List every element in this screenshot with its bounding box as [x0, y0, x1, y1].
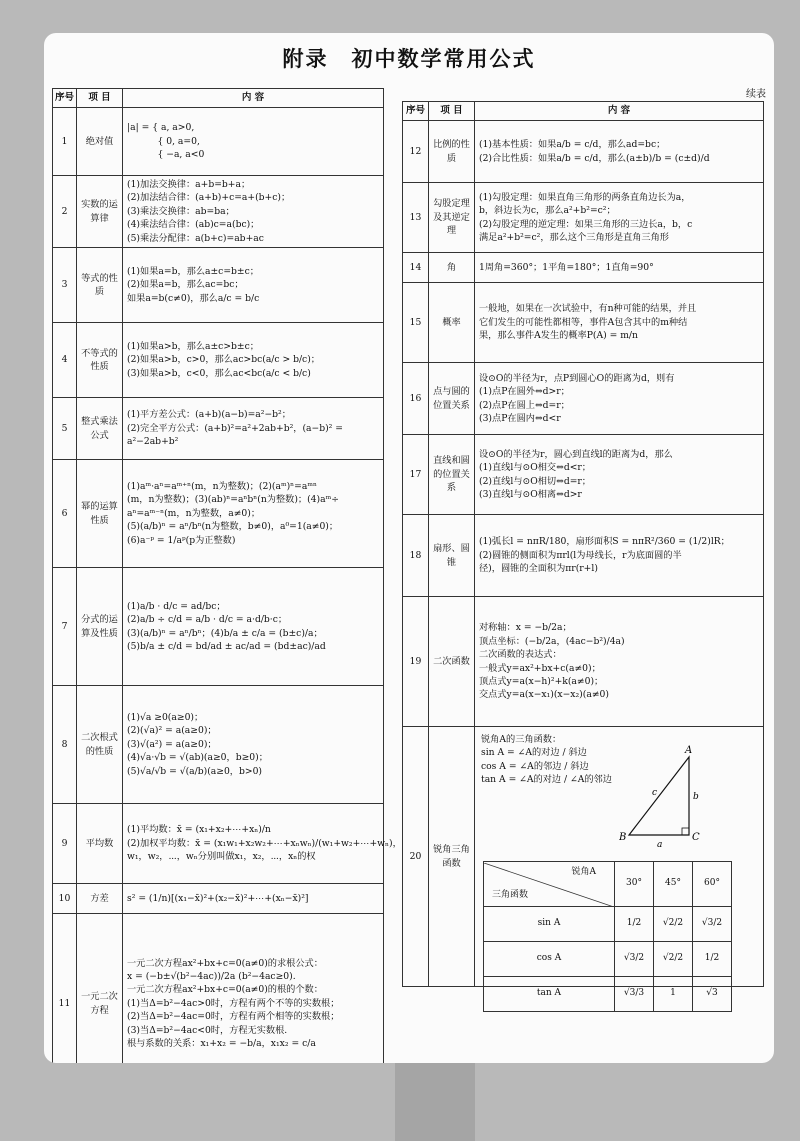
trig-line: sin A = ∠A的对边 / 斜边 — [481, 747, 587, 759]
table-row — [53, 108, 384, 176]
row-item: 二次根式的性质 — [77, 686, 123, 804]
row-item: 锐角三角函数 — [429, 727, 475, 987]
content-line: (2)如果a=b，那么ac=bc； — [127, 279, 244, 291]
content-line: (4)乘法结合律：(ab)c=a(bc)； — [127, 219, 260, 231]
table-header-row — [53, 89, 384, 108]
trig-line: cos A = ∠A的邻边 / 斜边 — [481, 760, 589, 772]
content-line: 对称轴：x = −b/2a； — [479, 622, 572, 634]
content-line: (3)直线l与⊙O相离⇔d>r — [479, 488, 582, 500]
fn-value: √2/2 — [654, 907, 693, 942]
row-number: 1 — [53, 108, 77, 176]
table-row — [403, 253, 764, 283]
header-no: 序号 — [53, 89, 77, 108]
header-item: 项 目 — [77, 89, 123, 108]
content-line: (1)√a ≥0(a≥0)； — [127, 712, 204, 724]
row-number: 11 — [53, 914, 77, 1064]
content-line: 根与系数的关系：x₁+x₂ = −b/a，x₁x₂ = c/a — [127, 1037, 316, 1049]
row-content — [123, 914, 384, 1064]
special-angle-table — [483, 861, 732, 1012]
content-line: (5)√a/√b = √(a/b)(a≥0，b>0) — [127, 765, 262, 777]
content-line: (3)√(a²) = a(a≥0)； — [127, 738, 217, 750]
fn-value: √3/2 — [615, 942, 654, 977]
table-row — [53, 914, 384, 1064]
fn-name: sin A — [484, 907, 615, 942]
content-line: (2)当Δ=b²−4ac=0时，方程有两个相等的实数根； — [127, 1011, 340, 1023]
content-line: (1)当Δ=b²−4ac>0时，方程有两个不等的实数根； — [127, 997, 340, 1009]
content-line: (1)如果a=b，那么a±c=b±c； — [127, 265, 259, 277]
content-line: (2)圆锥的侧面积为πrl(l为母线长，r为底面圆的半 — [479, 549, 682, 561]
row-number: 10 — [53, 884, 77, 914]
row-number: 12 — [403, 121, 429, 183]
table-row — [403, 183, 764, 253]
content-line: (1)基本性质：如果a/b = c/d，那么ad=bc； — [479, 139, 666, 151]
row-item: 二次函数 — [429, 597, 475, 727]
content-line: (2)点P在圆上⇔d=r； — [479, 399, 570, 411]
row-item: 平均数 — [77, 804, 123, 884]
table-row — [403, 363, 764, 435]
row-item: 不等式的性质 — [77, 323, 123, 398]
row-content — [123, 398, 384, 460]
table-row — [53, 176, 384, 248]
content-line: (3)乘法交换律：ab=ba； — [127, 205, 235, 217]
row-content — [475, 253, 764, 283]
side-c-label: c — [652, 788, 658, 798]
row-number: 13 — [403, 183, 429, 253]
row-content — [475, 363, 764, 435]
side-b-label: b — [693, 792, 699, 802]
content-line: 交点式y=a(x−x₁)(x−x₂)(a≠0) — [479, 689, 609, 701]
right-triangle-diagram — [619, 743, 719, 853]
content-line: (1)点P在圆外⇔d>r； — [479, 386, 570, 398]
row-number: 9 — [53, 804, 77, 884]
content-line: (3)当Δ=b²−4ac<0时，方程无实数根. — [127, 1024, 288, 1036]
trig-line: 锐角A的三角函数： — [481, 734, 562, 745]
content-line: (3)(a/b)ⁿ = aⁿ/bⁿ；(4)b/a ± c/a = (b±c)/a； — [127, 627, 323, 639]
row-number: 20 — [403, 727, 429, 987]
row-content — [123, 568, 384, 686]
page-sheet — [44, 33, 774, 1063]
content-line: (2)合比性质：如果a/b = c/d，那么(a±b)/b = (c±d)/d — [479, 152, 710, 164]
trig-line: tan A = ∠A的对边 / ∠A的邻边 — [481, 774, 612, 786]
row-item: 分式的运算及性质 — [77, 568, 123, 686]
content-line: 设⊙O的半径为r，点P到圆心O的距离为d，则有 — [479, 372, 675, 384]
row-number: 19 — [403, 597, 429, 727]
fn-name: tan A — [484, 977, 615, 1012]
content-line: (1)如果a>b，那么a±c>b±c； — [127, 340, 259, 352]
row-number: 18 — [403, 515, 429, 597]
row-item: 整式乘法公式 — [77, 398, 123, 460]
angle-header: 60° — [693, 862, 732, 907]
row-item: 直线和圆的位置关系 — [429, 435, 475, 515]
content-line: (2)加权平均数：x̄ = (x₁w₁+x₂w₂+⋯+xₙwₙ)/(w₁+w₂+⋯+wₙ)， — [127, 837, 402, 849]
angle-header: 45° — [654, 862, 693, 907]
table-row — [403, 283, 764, 363]
content-line: (1)直线l与⊙O相交⇔d<r； — [479, 462, 591, 474]
content-line: (5)乘法分配律：a(b+c)=ab+ac — [127, 232, 264, 244]
row-item: 点与圆的位置关系 — [429, 363, 475, 435]
table-row — [53, 460, 384, 568]
row-content — [475, 515, 764, 597]
mini-header-row — [484, 862, 732, 907]
mini-corner-cell — [484, 862, 615, 907]
content-line: 一般地，如果在一次试验中，有n种可能的结果，并且 — [479, 303, 697, 315]
row-content — [475, 283, 764, 363]
triangle-shape — [629, 757, 689, 835]
row-number: 16 — [403, 363, 429, 435]
content-line: (2)(√a)² = a(a≥0)； — [127, 725, 217, 737]
table-row — [53, 804, 384, 884]
content-line: (2)直线l与⊙O相切⇔d=r； — [479, 475, 591, 487]
row-content — [475, 727, 764, 999]
header-content: 内 容 — [123, 89, 384, 108]
header-content: 内 容 — [475, 102, 764, 121]
table-row — [53, 398, 384, 460]
trig-panel — [479, 729, 759, 999]
table-row — [403, 435, 764, 515]
angle-header: 30° — [615, 862, 654, 907]
row-number: 2 — [53, 176, 77, 248]
row-content — [123, 686, 384, 804]
content-line: (1)平均数：x̄ = (x₁+x₂+⋯+xₙ)/n — [127, 824, 271, 836]
content-line: (3)如果a>b，c<0，那么ac<bc(a/c < b/c) — [127, 367, 311, 379]
table-row — [403, 515, 764, 597]
row-content — [123, 884, 384, 914]
row-item: 实数的运算律 — [77, 176, 123, 248]
content-line: 一元二次方程ax²+bx+c=0(a≠0)的求根公式： — [127, 957, 323, 969]
row-item: 绝对值 — [77, 108, 123, 176]
row-number: 14 — [403, 253, 429, 283]
row-number: 3 — [53, 248, 77, 323]
row-content — [475, 121, 764, 183]
header-no: 序号 — [403, 102, 429, 121]
row-content — [123, 248, 384, 323]
row-number: 6 — [53, 460, 77, 568]
content-line: (2)勾股定理的逆定理：如果三角形的三边长a，b，c — [479, 218, 693, 230]
fn-value: √3 — [693, 977, 732, 1012]
trig-definitions — [481, 733, 612, 786]
fn-value: √2/2 — [654, 942, 693, 977]
row-item: 勾股定理及其逆定理 — [429, 183, 475, 253]
row-number: 17 — [403, 435, 429, 515]
binding-shadow — [395, 1063, 475, 1141]
mini-row — [484, 977, 732, 1012]
vertex-c-label: C — [692, 832, 700, 843]
table-row — [53, 568, 384, 686]
row-content — [123, 804, 402, 884]
content-line: { −a, a<0 — [127, 149, 205, 161]
content-line: 如果a=b(c≠0)，那么a/c = b/c — [127, 292, 260, 304]
content-line: |a| = { a, a>0, — [127, 122, 195, 134]
row-item: 比例的性质 — [429, 121, 475, 183]
right-angle-mark — [682, 828, 689, 835]
content-line: 径)，圆锥的全面积为πr(r+l) — [479, 563, 598, 575]
row-content — [123, 460, 384, 568]
content-line: (1)弧长l = nπR/180，扇形面积S = nπR²/360 = (1/2)lR； — [479, 536, 730, 548]
content-line: (2)加法结合律：(a+b)+c=a+(b+c)； — [127, 192, 291, 204]
row-content — [123, 108, 384, 176]
row-item: 一元二次方程 — [77, 914, 123, 1064]
right-formula-table — [402, 101, 764, 999]
row-item: 等式的性质 — [77, 248, 123, 323]
side-a-label: a — [657, 840, 663, 850]
row-number: 5 — [53, 398, 77, 460]
content-line: (6)a⁻ᵖ = 1/aᵖ(p为正整数) — [127, 534, 236, 546]
content-line: 1周角=360°；1平角=180°；1直角=90° — [479, 261, 654, 273]
content-line: (1)a/b · d/c = ad/bc； — [127, 600, 226, 612]
fn-value: 1 — [654, 977, 693, 1012]
content-line: x = (−b±√(b²−4ac))/2a (b²−4ac≥0). — [127, 971, 296, 983]
content-line: 顶点坐标：(−b/2a，(4ac−b²)/4a) — [479, 635, 625, 647]
vertex-a-label: A — [685, 745, 693, 756]
content-line: 二次函数的表达式： — [479, 649, 562, 661]
row-item: 幂的运算性质 — [77, 460, 123, 568]
content-line: 顶点式y=a(x−h)²+k(a≠0)； — [479, 675, 604, 687]
row-number: 8 — [53, 686, 77, 804]
header-item: 项 目 — [429, 102, 475, 121]
content-line: b，斜边长为c，那么a²+b²=c²； — [479, 205, 616, 217]
content-line: (3)点P在圆内⇔d<r — [479, 412, 561, 424]
corner-bottom-label: 三角函数 — [492, 889, 529, 900]
content-line: (2)完全平方公式：(a+b)²=a²+2ab+b²，(a−b)² = — [127, 422, 343, 434]
table-row — [53, 884, 384, 914]
table-row — [403, 121, 764, 183]
diagonal-header — [484, 863, 614, 905]
content-line: 满足a²+b²=c²，那么这个三角形是直角三角形 — [479, 231, 669, 243]
page-title: 附录 初中数学常用公式 — [282, 47, 536, 71]
fn-name: cos A — [484, 942, 615, 977]
mini-row — [484, 907, 732, 942]
content-line: 设⊙O的半径为r，圆心到直线l的距离为d，那么 — [479, 448, 673, 460]
content-line: 一元二次方程ax²+bx+c=0(a≠0)的根的个数： — [127, 984, 323, 996]
row-content — [475, 435, 764, 515]
fn-value: √3/3 — [615, 977, 654, 1012]
row-content — [123, 323, 384, 398]
content-line: 它们发生的可能性都相等，事件A包含其中的m种结 — [479, 316, 688, 328]
content-line: (2)如果a>b，c>0，那么ac>bc(a/c > b/c)； — [127, 354, 320, 366]
row-content — [475, 183, 764, 253]
fn-value: √3/2 — [693, 907, 732, 942]
fn-value: 1/2 — [615, 907, 654, 942]
content-line: (1)勾股定理：如果直角三角形的两条直角边长为a， — [479, 191, 691, 203]
content-line: (5)b/a ± c/d = bd/ad ± ac/ad = (bd±ac)/ad — [127, 640, 326, 652]
corner-top-label: 锐角A — [571, 867, 596, 877]
content-line: { 0, a=0, — [127, 135, 200, 147]
content-line: 果，那么事件A发生的概率P(A) = m/n — [479, 330, 638, 342]
table-row — [53, 248, 384, 323]
row-number: 7 — [53, 568, 77, 686]
fn-value: 1/2 — [693, 942, 732, 977]
vertex-b-label: B — [619, 832, 627, 843]
table-row-trig — [403, 727, 764, 987]
content-line: (m，n为整数)；(3)(ab)ⁿ=aⁿbⁿ(n为整数)；(4)aᵐ÷ — [127, 494, 339, 506]
content-line: (4)√a·√b = √(ab)(a≥0，b≥0)； — [127, 752, 268, 764]
row-content — [475, 597, 764, 727]
content-line: w₁，w₂，⋯，wₙ分别叫做x₁，x₂，⋯，xₙ的权 — [127, 851, 316, 863]
content-line: (2)a/b ÷ c/d = a/b · d/c = a·d/b·c； — [127, 614, 288, 626]
content-line: (1)平方差公式：(a+b)(a−b)=a²−b²； — [127, 409, 291, 421]
row-number: 15 — [403, 283, 429, 363]
row-item: 方差 — [77, 884, 123, 914]
content-line: (1)aᵐ·aⁿ=aᵐ⁺ⁿ(m，n为整数)；(2)(aᵐ)ⁿ=aᵐⁿ — [127, 481, 317, 493]
content-line: (1)加法交换律：a+b=b+a； — [127, 179, 251, 191]
continued-label: 续表 — [746, 89, 766, 100]
row-item: 概率 — [429, 283, 475, 363]
left-formula-table — [52, 88, 402, 1063]
table-header-row — [403, 102, 764, 121]
table-row — [53, 686, 384, 804]
content-line: (5)(a/b)ⁿ = aⁿ/bⁿ(n为整数，b≠0)，a⁰=1(a≠0)； — [127, 521, 339, 533]
table-row — [53, 323, 384, 398]
row-item: 扇形、圆锥 — [429, 515, 475, 597]
content-line: a²−2ab+b² — [127, 436, 179, 448]
row-content — [123, 176, 384, 248]
content-line: s² = (1/n)[(x₁−x̄)²+(x₂−x̄)²+⋯+(xₙ−x̄)²] — [127, 892, 309, 904]
row-number: 4 — [53, 323, 77, 398]
content-line: aⁿ=aᵐ⁻ⁿ(m，n为整数，a≠0)； — [127, 507, 261, 519]
table-row — [403, 597, 764, 727]
mini-row — [484, 942, 732, 977]
content-line: 一般式y=ax²+bx+c(a≠0)； — [479, 662, 601, 674]
row-item: 角 — [429, 253, 475, 283]
